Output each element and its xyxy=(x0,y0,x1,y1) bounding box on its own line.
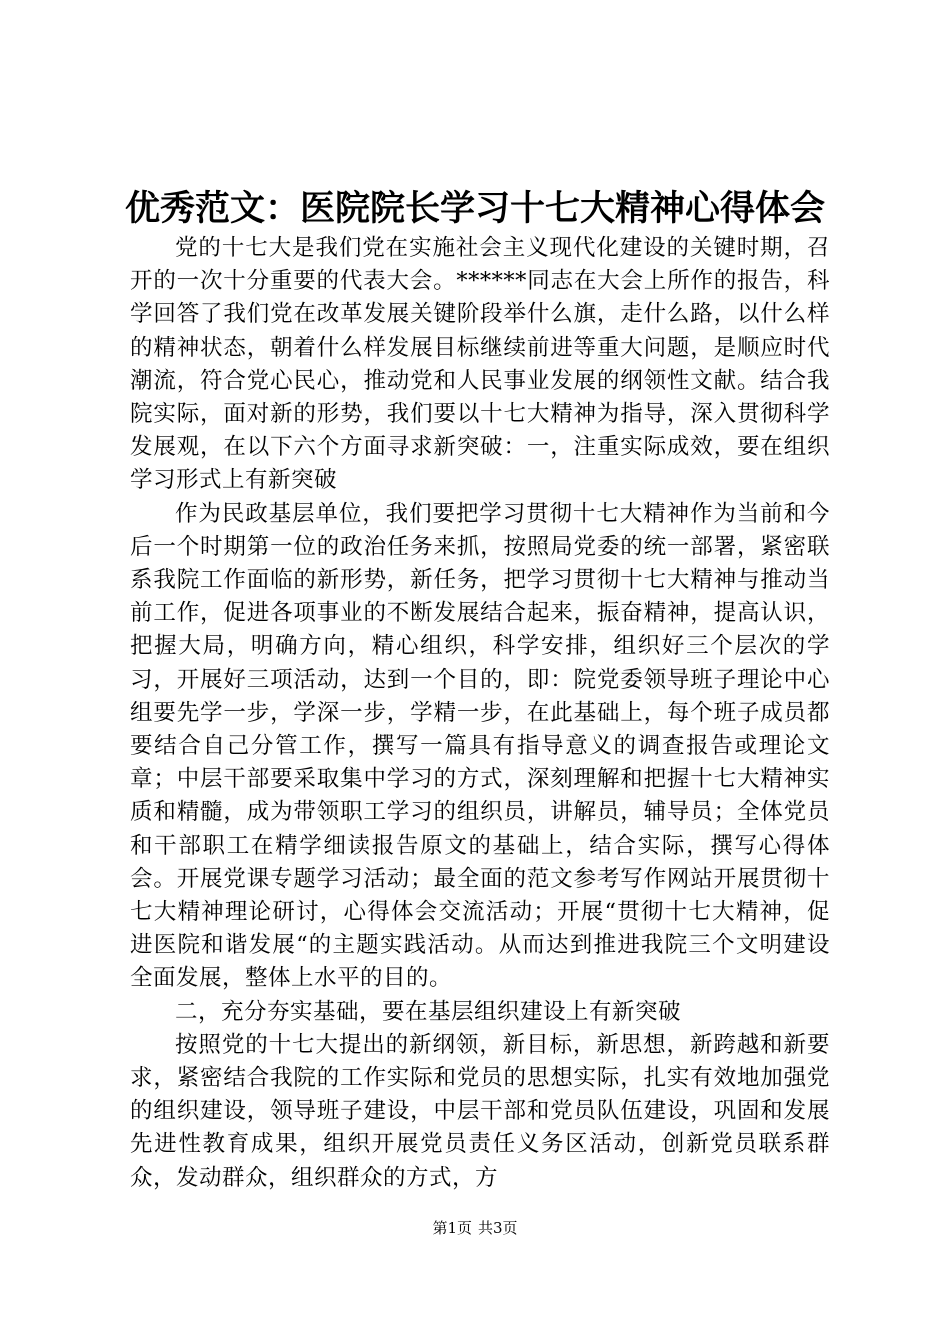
page-footer xyxy=(0,1218,950,1238)
document-title: 优秀范文：医院院长学习十七大精神心得体会 xyxy=(124,189,825,229)
paragraph-organization-building: 按照党的十七大提出的新纲领，新目标，新思想，新跨越和新要求，紧密结合我院的工作实际和党员的思想实际，扎实有效地加强党的组织建设，领导班子建设，中层干部和党员队伍建设，巩固和发展先进性教育成果，组织开展党员责任义务区活动，创新党员联系群众，发动群众，组织群众的方式，方 xyxy=(130,1031,830,1191)
document-body xyxy=(130,232,830,1195)
page-total: 共3页 xyxy=(478,1219,518,1237)
page-number: 第1页 xyxy=(432,1219,472,1237)
paragraph-study-arrangement: 作为民政基层单位，我们要把学习贯彻十七大精神作为当前和今后一个时期第一位的政治任务来抓，按照局党委的统一部署，紧密联系我院工作面临的新形势，新任务，把学习贯彻十七大精神与推动当前工作，促进各项事业的不断发展结合起来，振奋精神，提高认识，把握大局，明确方向，精心组织，科学安排，组织好三个层次的学习，开展好三项活动，达到一个目的，即：院党委领导班子理论中心组要先学一步，学深一步，学精一步，在此基础上，每个班子成员都要结合自己分管工作，撰写一篇具有指导意义的调查报告或理论文章；中层干部要采取集中学习的方式，深刻理解和把握十七大精神实质和精髓，成为带领职工学习的组织员，讲解员，辅导员；全体党员和干部职工在精学细读报告原文的基础上，结合实际，撰写心得体会。开展党课专题学习活动；最全面的范文参考写作网站开展贯彻十七大精神理论研讨，心得体会交流活动；开展“贯彻十七大精神，促进医院和谐发展“的主题实践活动。从而达到推进我院三个文明建设全面发展，整体上水平的目的。 xyxy=(130,500,830,992)
paragraph-intro: 党的十七大是我们党在实施社会主义现代化建设的关键时期，召开的一次十分重要的代表大会。******同志在大会上所作的报告，科学回答了我们党在改革发展关键阶段举什么旗，走什么路，以什么样的精神状态，朝着什么样发展目标继续前进等重大问题，是顺应时代潮流，符合党心民心，推动党和人民事业发展的纲领性文献。结合我院实际，面对新的形势，我们要以十七大精神为指导，深入贯彻科学发展观，在以下六个方面寻求新突破：一，注重实际成效，要在组织学习形式上有新突破 xyxy=(130,235,830,494)
paragraph-section-heading: 二，充分夯实基础，要在基层组织建设上有新突破 xyxy=(175,998,682,1025)
